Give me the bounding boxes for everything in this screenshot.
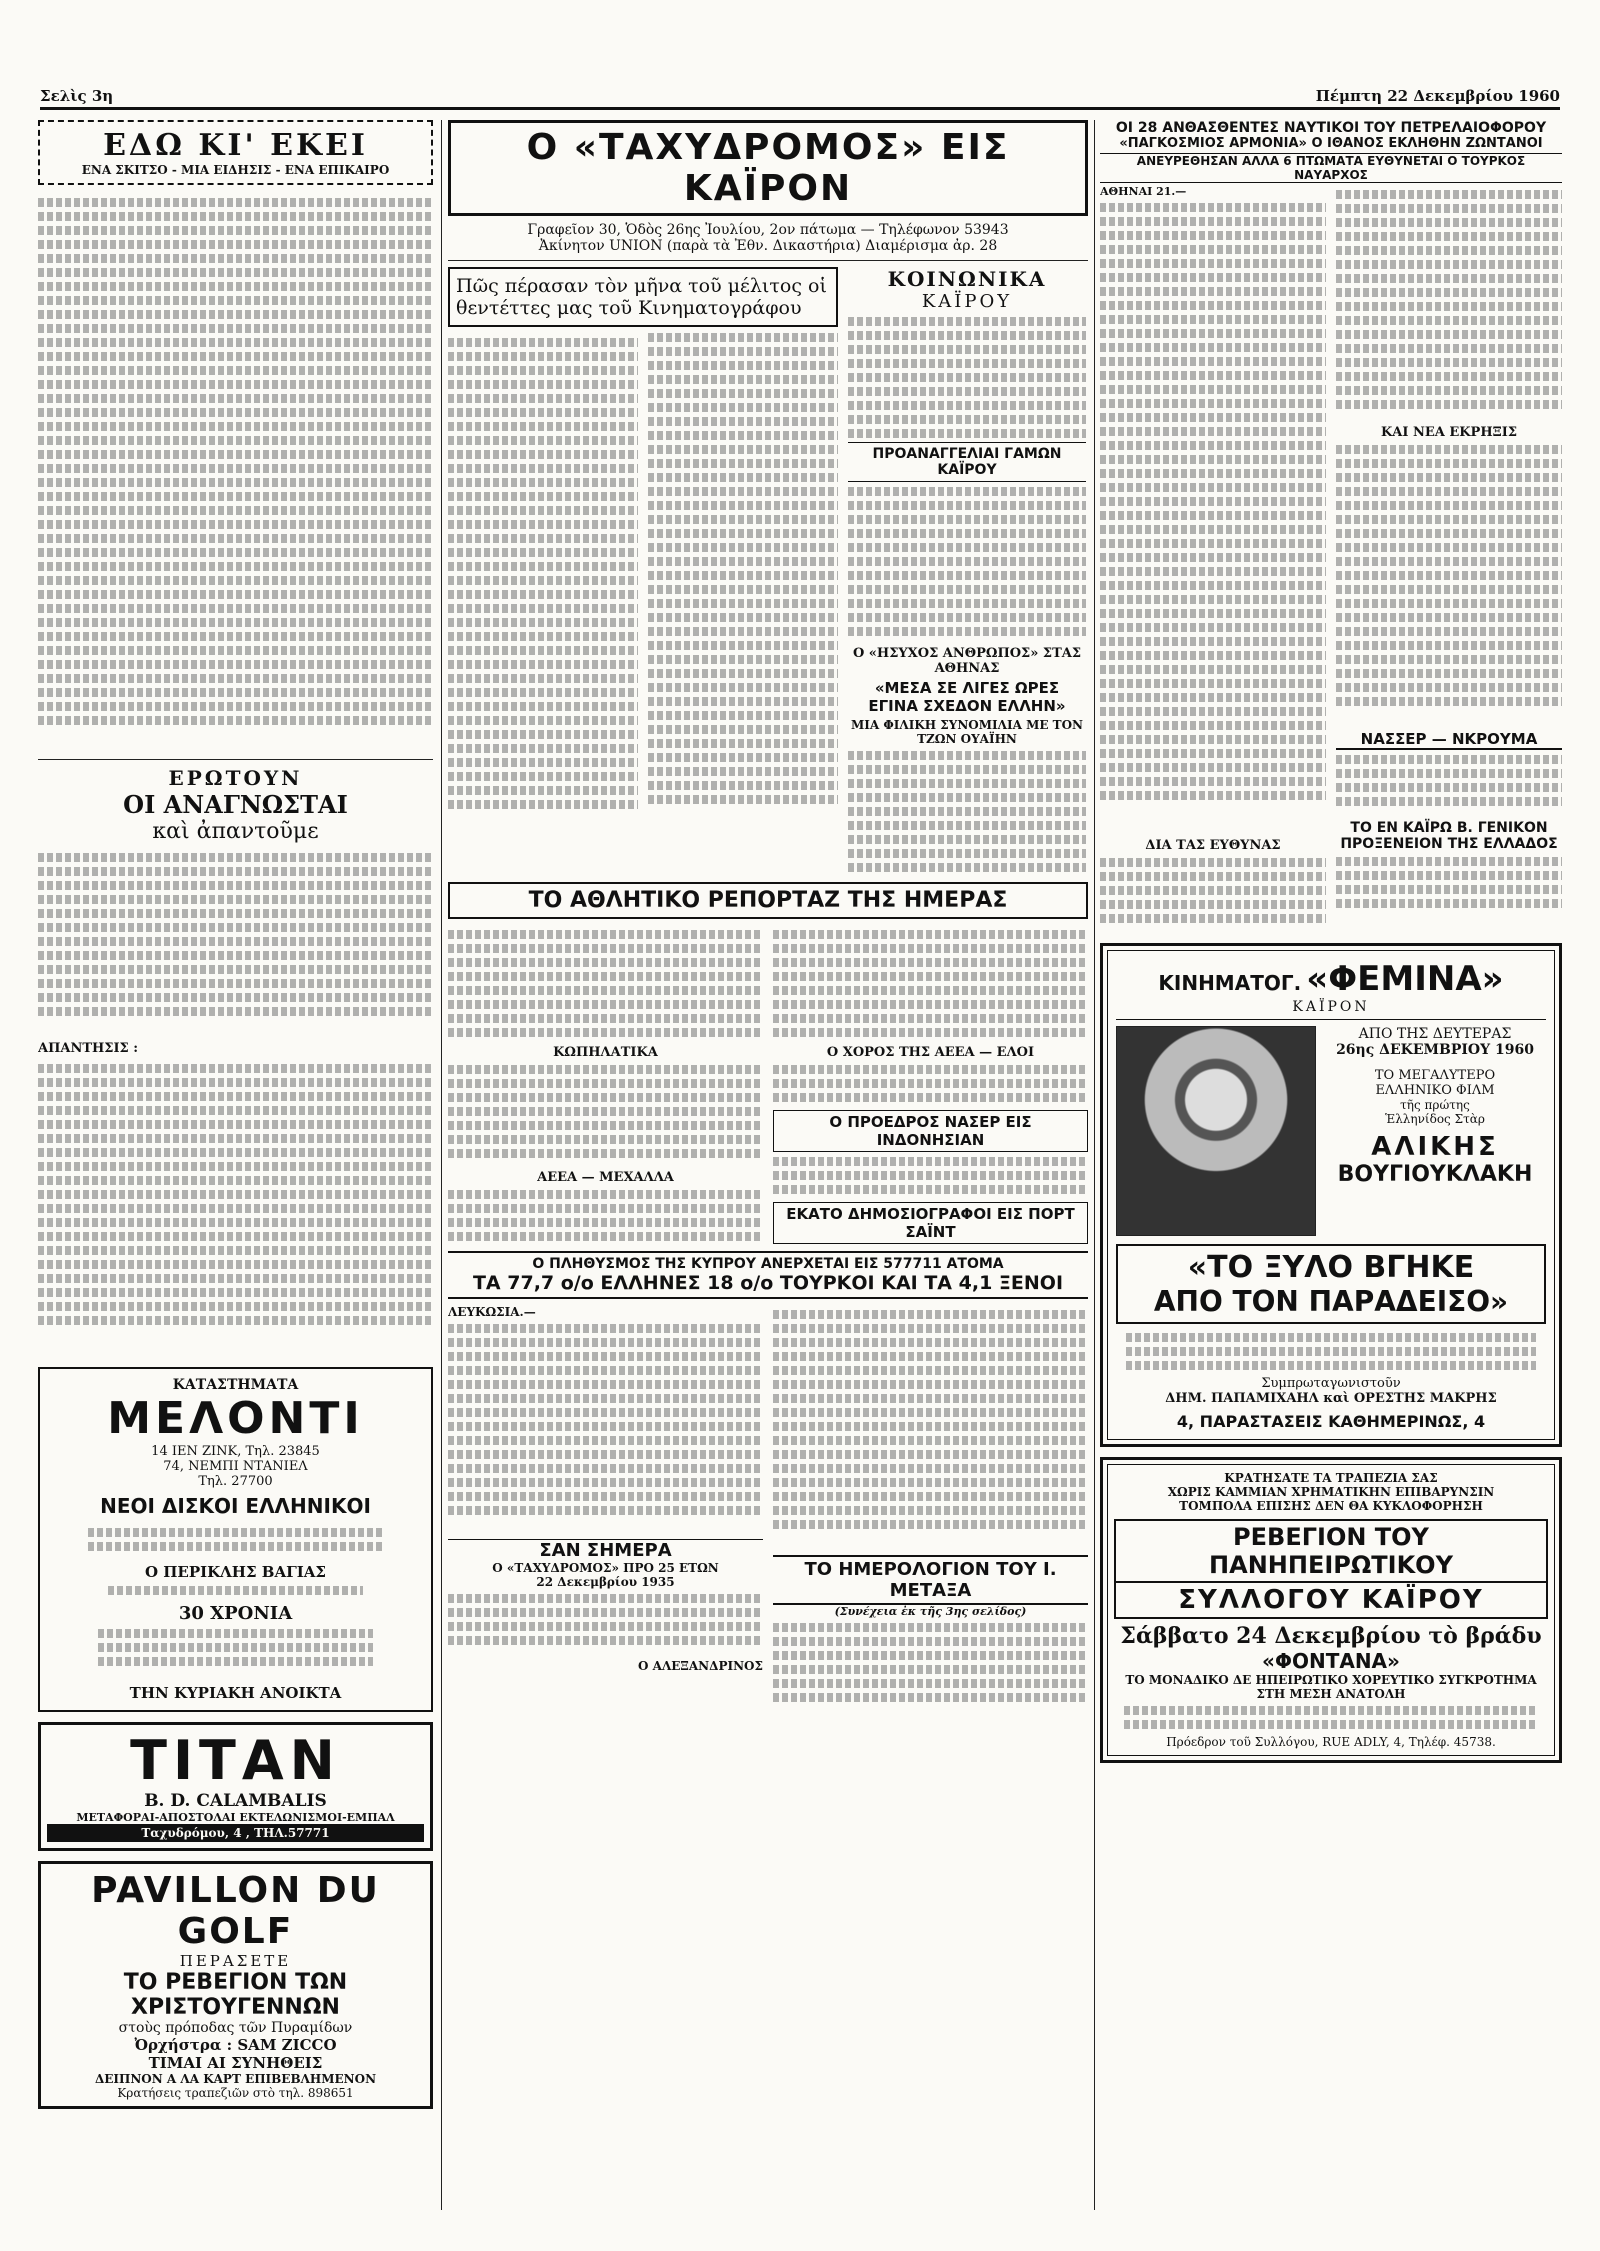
femina-name: «ΦΕΜΙΝΑ» — [1306, 959, 1504, 999]
body-text-block — [1336, 750, 1562, 820]
reveillon-address: Πρόεδρον τοῦ Συλλόγου, RUE ADLY, 4, Τηλέφ. 45738. — [1166, 1735, 1496, 1749]
femina-film: ΕΛΛΗΝΙΚΟ ΦΙΛΜ — [1375, 1083, 1495, 1098]
lefkosia-dateline: ΛΕΥΚΩΣΙΑ.— — [448, 1305, 536, 1319]
sports-header — [448, 882, 1088, 919]
masthead-box — [448, 120, 1088, 216]
body-text-block — [773, 1152, 1088, 1202]
edo-kiekei-box — [38, 120, 433, 185]
titan-advert — [38, 1722, 433, 1851]
reveillon-line-1: ΚΡΑΤΗΣΑΤΕ ΤΑ ΤΡΑΠΕΖΙΑ ΣΑΣ — [1224, 1471, 1438, 1485]
reveillon-line-3: ΤΟΜΠΟΛΑ ΕΠΙΣΗΣ ΔΕΝ ΘΑ ΚΥΚΛΟΦΟΡΗΣΗ — [1179, 1499, 1483, 1513]
meloni-vagias: Ο ΠΕΡΙΚΛΗΣ ΒΑΓΙΑΣ — [144, 1563, 327, 1581]
folio-date: Πέμπτη 22 Δεκεμβρίου 1960 — [1315, 87, 1560, 105]
sailors-headline-2: «ΠΑΓΚΟΣΜΙΟΣ ΑΡΜΟΝΙΑ» Ο ΙΘΑΝΟΣ ΕΚΛΗΘΗΝ ΖΩΝΤΑΝΟΙ — [1119, 136, 1543, 151]
office-address: Γραφεῖον 30, Ὁδὸς 26ης Ἰουλίου, 2ον πάτωμα — Τηλέφωνον 53943 — [527, 222, 1009, 238]
golf-title: PAVILLON DU GOLF — [91, 1870, 380, 1952]
koinonika-title: ΚΟΙΝΩΝΙΚΑ — [887, 267, 1047, 291]
titan-address: Ταχυδρόμου, 4 , ΤΗΛ.57771 — [47, 1824, 424, 1842]
body-text-block — [38, 1059, 433, 1359]
meloni-sunday-open: ΤΗΝ ΚΥΡΙΑΚΗ ΑΝΟΙΚΤΑ — [129, 1684, 342, 1702]
nasser-indonesia-title: Ο ΠΡΟΕΔΡΟΣ ΝΑΣΕΡ ΕΙΣ ΙΝΔΟΝΗΣΙΑΝ — [773, 1110, 1088, 1152]
sailors-story — [1100, 185, 1562, 933]
body-text-block — [773, 1060, 1088, 1110]
body-text-block — [448, 1060, 763, 1170]
femina-star: Ἑλληνίδος Στὰρ — [1385, 1112, 1485, 1126]
body-text-block — [448, 333, 838, 853]
meloni-address-1: 14 ΙΕΝ ΖΙΝΚ, Τηλ. 23845 — [151, 1444, 320, 1459]
reveillon-club: ΣΥΛΛΟΓΟΥ ΚΑΪΡΟΥ — [1114, 1583, 1548, 1619]
rowing-title: ΚΩΠΗΛΑΤΙΚΑ — [553, 1045, 658, 1060]
meloni-30-years: 30 ΧΡΟΝΙΑ — [178, 1603, 293, 1624]
body-text-block — [108, 1581, 363, 1603]
titan-services: ΜΕΤΑΦΟΡΑΙ-ΑΠΟΣΤΟΛΑΙ ΕΚΤΕΛΩΝΙΣΜΟΙ-ΕΜΠΑΛ — [76, 1811, 395, 1824]
erotoun-line-1: ΕΡΩΤΟΥΝ — [168, 766, 303, 790]
consulate-title-2: ΠΡΟΞΕΝΕΙΟΝ ΤΗΣ ΕΛΛΑΔΟΣ — [1340, 836, 1558, 852]
body-text-block — [1336, 185, 1562, 425]
sports-right — [773, 925, 1088, 1245]
san-simera-title: ΣΑΝ ΣΗΜΕΡΑ — [448, 1539, 763, 1561]
reveillon-date: Σάββατο 24 Δεκεμβρίου τὸ βράδυ — [1120, 1623, 1542, 1649]
titan-company: B. D. CALAMBALIS — [144, 1791, 327, 1811]
top-section — [448, 267, 1088, 876]
continued-note: (Συνέχεια ἐκ τῆς 3ης σελίδος) — [834, 1605, 1027, 1618]
nasser-nkrumah-title: ΝΑΣΣΕΡ — ΝΚΡΟΥΜΑ — [1336, 730, 1562, 750]
body-text-block — [448, 925, 763, 1045]
reveillon-line-2: ΧΩΡΙΣ ΚΑΜΜΙΑΝ ΧΡΗΜΑΤΙΚΗΝ ΕΠΙΒΑΡΥΝΣΙΝ — [1167, 1485, 1495, 1499]
reveillon-advert — [1100, 1457, 1562, 1763]
femina-city: ΚΑΪΡΟΝ — [1116, 999, 1546, 1020]
cyprus-headline-1: Ο ΠΛΗΘΥΣΜΟΣ ΤΗΣ ΚΥΠΡΟΥ ΑΝΕΡΧΕΤΑΙ ΕΙΣ 577711 ΑΤΟΜΑ — [532, 1256, 1004, 1272]
body-text-block — [448, 1185, 763, 1245]
actress-photo — [1116, 1026, 1316, 1236]
date-1935: 22 Δεκεμβρίου 1935 — [536, 1575, 675, 1589]
femina-biggest: ΤΟ ΜΕΓΑΛΥΤΕΡΟ — [1374, 1068, 1496, 1083]
mesa-title: «ΜΕΣΑ ΣΕ ΛΙΓΕΣ ΩΡΕΣ ΕΓΙΝΑ ΣΧΕΔΟΝ ΕΛΛΗΝ» — [868, 679, 1066, 715]
middle-column — [448, 120, 1088, 2220]
edo-kiekei-subtitle: ΕΝΑ ΣΚΙΤΣΟ - ΜΙΑ ΕΙΔΗΣΙΣ - ΕΝΑ ΕΠΙΚΑΙΡΟ — [81, 163, 390, 177]
consulate-title-1: ΤΟ ΕΝ ΚΑΪΡΩ Β. ΓΕΝΙΚΟΝ — [1350, 820, 1548, 836]
athinai-dateline: ΑΘΗΝΑΙ 21.— — [1100, 185, 1187, 198]
masthead-title: Ο «ΤΑΧΥΔΡΟΜΟΣ» ΕΙΣ ΚΑΪΡΟΝ — [526, 127, 1010, 209]
body-text-block — [98, 1624, 373, 1684]
femina-date-2: 26ης ΔΕΚΕΜΒΡΙΟΥ 1960 — [1336, 1042, 1534, 1058]
meloni-heading: ΚΑΤΑΣΤΗΜΑΤΑ — [172, 1377, 299, 1393]
femina-inner — [1107, 950, 1555, 1440]
alexandrinos-signature: Ο ΑΛΕΞΑΝΔΡΙΝΟΣ — [638, 1659, 763, 1673]
body-text-block — [1100, 198, 1326, 838]
golf-location: στοὺς πρόποδας τῶν Πυραμίδων — [118, 2020, 353, 2036]
film-title-box — [1116, 1244, 1546, 1324]
body-text-block — [848, 746, 1086, 876]
sports-left — [448, 925, 763, 1245]
body-text-block — [1124, 1701, 1538, 1735]
apantisis-label: ΑΠΑΝΤΗΣΙΣ : — [38, 1041, 139, 1056]
responsibility-title: ΔΙΑ ΤΑΣ ΕΥΘΥΝΑΣ — [1145, 838, 1281, 853]
body-text-block — [1126, 1328, 1536, 1372]
reveillon-music: ΤΟ ΜΟΝΑΔΙΚΟ ΔΕ ΗΠΕΙΡΩΤΙΚΟ ΧΟΡΕΥΤΙΚΟ ΣΥΓΚΡΟΤΗΜΑ ΣΤΗ ΜΕΣΗ ΑΝΑΤΟΛΗ — [1125, 1673, 1537, 1701]
costars-names: ΔΗΜ. ΠΑΠΑΜΙΧΑΗΛ καὶ ΟΡΕΣΤΗΣ ΜΑΚΡΗΣ — [1165, 1391, 1497, 1406]
page-folio — [40, 84, 1560, 110]
isychos-title: Ο «ΗΣΥΧΟΣ ΑΝΘΡΩΠΟΣ» ΣΤΑΣ ΑΘΗΝΑΣ — [852, 646, 1082, 676]
telegram-address: Ἀκίνητον UNION (παρὰ τὰ Ἐθν. Δικαστήρια) Διαμέρισμα ἀρ. 28 — [538, 238, 998, 254]
golf-event: ΤΟ ΡΕΒΕΓΙΟΝ ΤΩΝ ΧΡΙΣΤΟΥΓΕΝΝΩΝ — [123, 1970, 348, 2020]
metaxas-diary-title: ΤΟ ΗΜΕΡΟΛΟΓΙΟΝ ΤΟΥ Ι. ΜΕΤΑΞΑ — [773, 1555, 1088, 1605]
cinema-story — [448, 267, 838, 876]
social-column — [848, 267, 1086, 876]
film-title-1: «ΤΟ ΞΥΛΟ ΒΓΗΚΕ — [1187, 1250, 1475, 1285]
sailors-headline-3: ΑΝΕΥΡΕΘΗΣΑΝ ΑΛΛΑ 6 ΠΤΩΜΑΤΑ ΕΥΘΥΝΕΤΑΙ Ο ΤΟΥΡΚΟΣ ΝΑΥΑΡΧΟΣ — [1100, 153, 1562, 183]
body-text-block — [1100, 853, 1326, 933]
column-rule — [441, 120, 442, 2210]
interview-subtitle: ΜΙΑ ΦΙΛΙΚΗ ΣΥΝΟΜΙΛΙΑ ΜΕ ΤΟΝ ΤΖΩΝ ΟΥΑΪΗΝ — [850, 718, 1084, 746]
meloni-address-2: 74, ΝΕΜΠΙ ΝΤΑΝΙΕΛ — [163, 1459, 308, 1474]
femina-date-1: ΑΠΟ ΤΗΣ ΔΕΥΤΕΡΑΣ — [1358, 1026, 1512, 1042]
left-column — [38, 120, 433, 2220]
golf-prices: ΤΙΜΑΙ ΑΙ ΣΥΝΗΘΕΙΣ — [148, 2054, 323, 2072]
meloni-telephone: Τηλ. 27700 — [198, 1474, 273, 1489]
body-text-block — [773, 925, 1088, 1045]
femina-vougiouklaki: ΒΟΥΓΙΟΥΚΛΑΚΗ — [1337, 1162, 1533, 1187]
body-text-block — [448, 1589, 763, 1659]
aeea-mechalla-title: ΑΕΕΑ — ΜΕΧΑΛΛΑ — [537, 1170, 674, 1185]
erotoun-line-2: ΟΙ ΑΝΑΓΝΩΣΤΑΙ — [123, 790, 348, 819]
folio-page-number: Σελὶς 3η — [40, 87, 114, 105]
film-title-2: ΑΠΟ ΤΟΝ ΠΑΡΑΔΕΙΣΟ» — [1153, 1285, 1509, 1318]
body-text-block — [773, 1618, 1088, 1708]
cyprus-right — [773, 1305, 1088, 1708]
golf-menu: ΔΕΙΠΝΟΝ Α ΛΑ ΚΑΡΤ ΕΠΙΒΕΒΛΗΜΕΝΟΝ — [94, 2072, 377, 2086]
golf-subtitle: ΠΕΡΑΣΕΤΕ — [179, 1952, 292, 1970]
pro25-title: Ο «ΤΑΧΥΔΡΟΜΟΣ» ΠΡΟ 25 ΕΤΩΝ — [492, 1561, 719, 1575]
cyprus-headline — [448, 1251, 1088, 1299]
sports-section — [448, 925, 1088, 1245]
column-rule — [1094, 120, 1095, 2210]
journalists-title: ΕΚΑΤΟ ΔΗΜΟΣΙΟΓΡΑΦΟΙ ΕΙΣ ΠΟΡΤ ΣΑΪΝΤ — [773, 1202, 1088, 1244]
femina-advert — [1100, 943, 1562, 1447]
femina-prefix: ΚΙΝΗΜΑΤΟΓ. — [1158, 971, 1302, 995]
body-text-block — [848, 312, 1086, 442]
body-text-block — [1336, 852, 1562, 922]
erotoun-line-3: καὶ ἀπαντοῦμε — [152, 819, 319, 844]
femina-body — [1116, 1026, 1546, 1236]
reveillon-title: ΡΕΒΕΓΙΟΝ ΤΟΥ ΠΑΝΗΠΕΙΡΩΤΙΚΟΥ — [1114, 1519, 1548, 1583]
sailors-headline-1: ΟΙ 28 ΑΝΘΑΣΘΕΝΤΕΣ ΝΑΥΤΙΚΟΙ ΤΟΥ ΠΕΤΡΕΛΑΙΟΦΟΡΟΥ — [1115, 120, 1547, 136]
reveillon-inner — [1107, 1464, 1555, 1756]
body-text-block — [848, 482, 1086, 642]
cinema-story-title: Πῶς πέρασαν τὸν μῆνα τοῦ μέλιτος οἱ θεντέττες μας τοῦ Κινηματογράφου — [448, 267, 838, 327]
golf-orchestra: Ὀρχήστρα : SAM ZICCO — [134, 2036, 337, 2054]
body-text-block — [38, 193, 433, 753]
edo-kiekei-title: ΕΔΩ ΚΙ' ΕΚΕΙ — [103, 128, 368, 163]
erotoun-heading — [38, 766, 433, 844]
reveillon-venue: «ΦΟΝΤΑΝΑ» — [1262, 1649, 1400, 1673]
right-column — [1100, 120, 1562, 2220]
cyprus-headline-2: ΤΑ 77,7 ο/ο ΕΛΛΗΝΕΣ 18 ο/ο ΤΟΥΡΚΟΙ ΚΑΙ ΤΑ 4,1 ΞΕΝΟΙ — [472, 1272, 1064, 1294]
femina-details — [1324, 1026, 1546, 1187]
femina-first: τῆς πρώτης — [1400, 1098, 1470, 1112]
weddings-title: ΠΡΟΑΝΑΓΓΕΛΙΑΙ ΓΑΜΩΝ ΚΑΪΡΟΥ — [848, 442, 1086, 482]
body-text-block — [1336, 440, 1562, 730]
body-text-block — [448, 1319, 763, 1539]
meloni-name: ΜΕΛΟΝΤΙ — [107, 1393, 364, 1444]
costars-label: Συμπρωταγωνιστοῦν — [1261, 1376, 1401, 1391]
golf-advert — [38, 1861, 433, 2109]
shows-daily: 4, ΠΑΡΑΣΤΑΣΕΙΣ ΚΑΘΗΜΕΡΙΝΩΣ, 4 — [1176, 1412, 1486, 1431]
dance-title: Ο ΧΟΡΟΣ ΤΗΣ ΑΕΕΑ — ΕΛΟΙ — [826, 1045, 1035, 1060]
femina-aliki: ΑΛΙΚΗΣ — [1371, 1132, 1499, 1162]
golf-telephone: Κρατήσεις τραπεζιῶν στὸ τηλ. 898651 — [117, 2086, 354, 2100]
titan-name: ΤΙΤΑΝ — [130, 1729, 341, 1792]
body-text-block — [88, 1523, 383, 1563]
sailors-left — [1100, 185, 1326, 933]
new-explosion-title: ΚΑΙ ΝΕΑ ΕΚΡΗΞΙΣ — [1380, 425, 1518, 440]
sports-title: ΤΟ ΑΘΛΗΤΙΚΟ ΡΕΠΟΡΤΑΖ ΤΗΣ ΗΜΕΡΑΣ — [528, 888, 1008, 913]
kairou-subtitle: ΚΑΪΡΟΥ — [921, 291, 1013, 312]
cyprus-left — [448, 1305, 763, 1708]
body-text-block — [38, 848, 433, 1038]
meloni-advert — [38, 1367, 433, 1712]
body-text-block — [773, 1305, 1088, 1555]
sailors-right — [1336, 185, 1562, 933]
cyprus-section — [448, 1305, 1088, 1708]
meloni-new-records: ΝΕΟΙ ΔΙΣΚΟΙ ΕΛΛΗΝΙΚΟΙ — [100, 1494, 371, 1518]
